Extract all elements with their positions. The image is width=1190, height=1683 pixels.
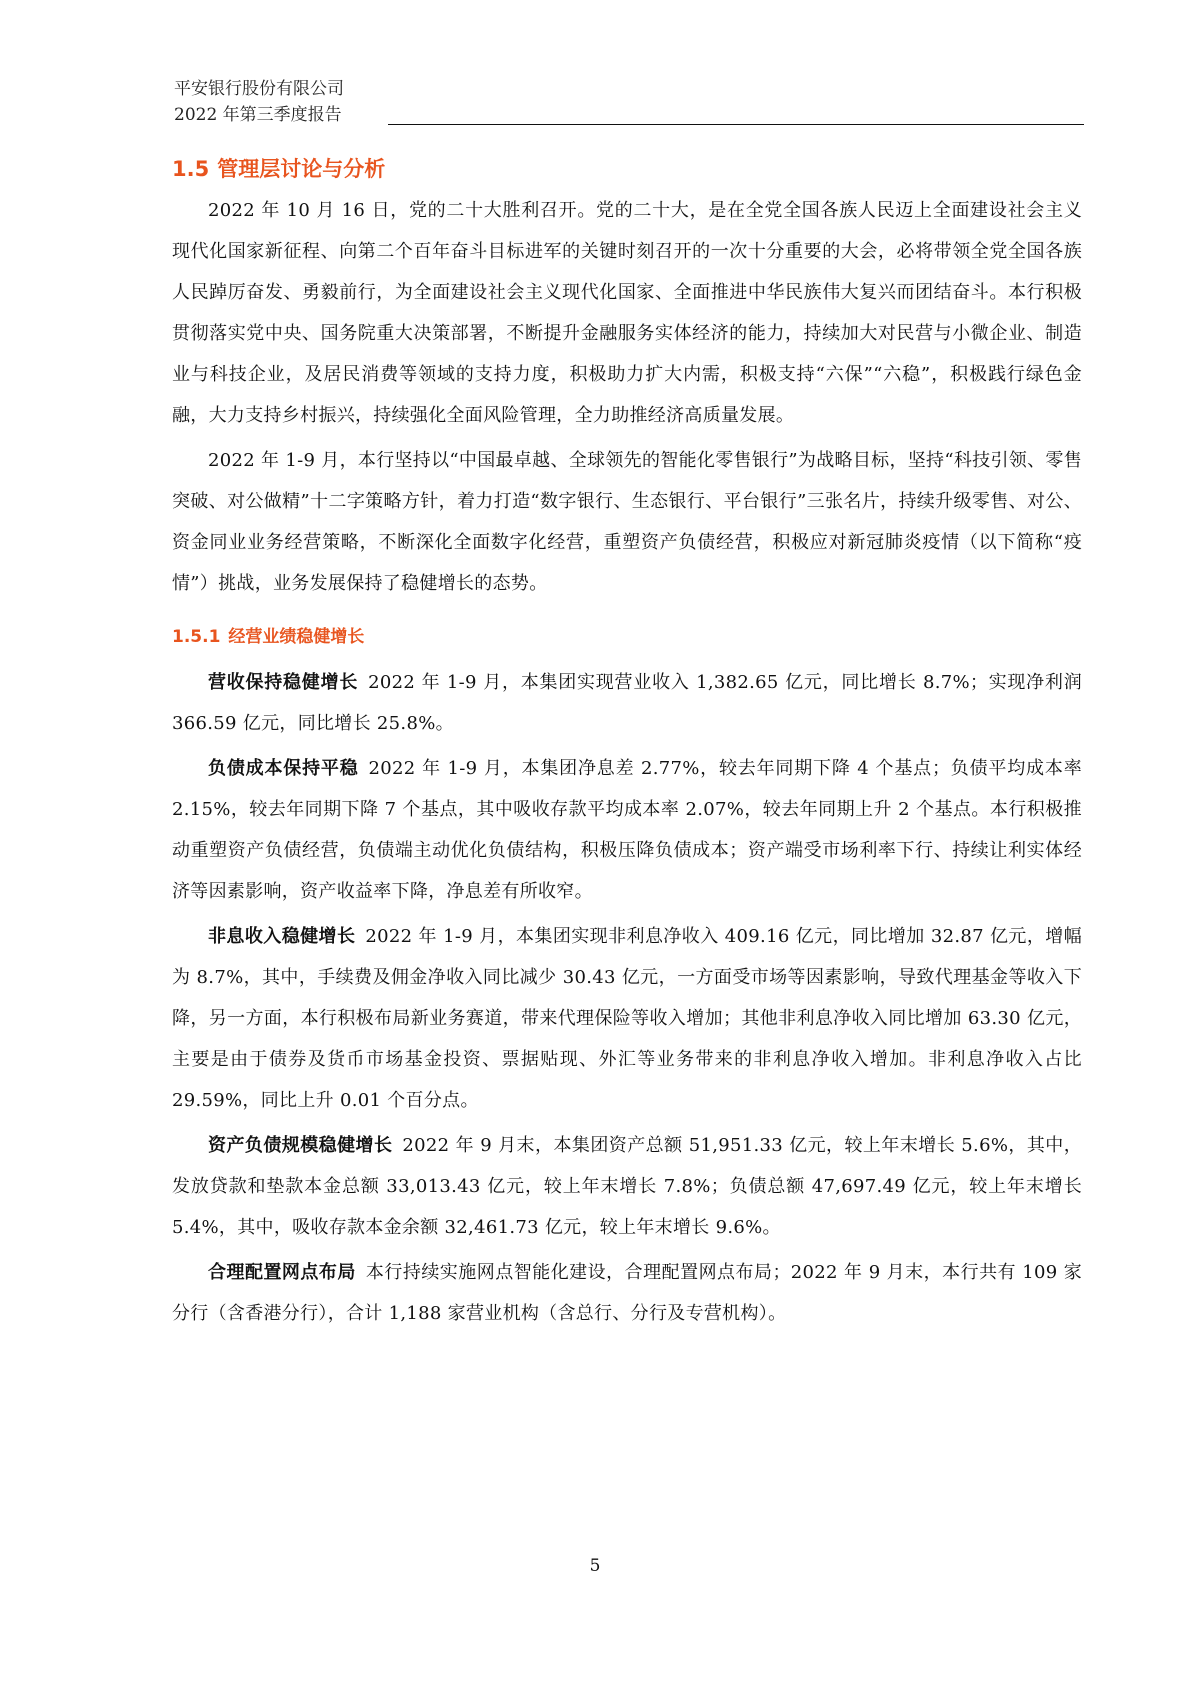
item-liability-cost (172, 748, 1082, 912)
item-branch-network (172, 1252, 1082, 1334)
section-paragraph-1: 2022 年 10 月 16 日，党的二十大胜利召开。党的二十大，是在全党全国各族人民迈上全面建设社会主义现代化国家新征程、向第二个百年奋斗目标进军的关键时刻召开的一次十分重要的大会，必将带领全党全国各族人民踔厉奋发、勇毅前行，为全面建设社会主义现代化国家、全面推进中华民族伟大复兴而团结奋斗。本行积极贯彻落实党中央、国务院重大决策部署，不断提升金融服务实体经济的能力，持续加大对民营与小微企业、制造业与科技企业，及居民消费等领域的支持力度，积极助力扩大内需，积极支持“六保”“六稳”，积极践行绿色金融，大力支持乡村振兴，持续强化全面风险管理，全力助推经济高质量发展。 (172, 200, 1082, 426)
item-lead: 负债成本保持平稳 (208, 758, 359, 779)
item-lead: 营收保持稳健增长 (208, 672, 359, 693)
section-heading (172, 152, 1082, 186)
section-number: 1.5 (172, 157, 210, 181)
section-paragraph-2: 2022 年 1-9 月，本行坚持以“中国最卓越、全球领先的智能化零售银行”为战略目标，坚持“科技引领、零售突破、对公做精”十二字策略方针，着力打造“数字银行、生态银行、平台银行”三张名片，持续升级零售、对公、资金同业业务经营策略，不断深化全面数字化经营，重塑资产负债经营，积极应对新冠肺炎疫情（以下简称“疫情”）挑战，业务发展保持了稳健增长的态势。 (172, 450, 1082, 594)
subsection-title: 经营业绩稳健增长 (228, 627, 365, 647)
item-non-interest-income (172, 916, 1082, 1121)
subsection-heading (172, 622, 1082, 652)
header-company: 平安银行股份有限公司 (174, 79, 344, 99)
item-revenue (172, 662, 1082, 744)
item-lead: 合理配置网点布局 (208, 1262, 356, 1283)
item-text: 本行持续实施网点智能化建设，合理配置网点布局；2022 年 9 月末，本行共有 109 家分行（含香港分行），合计 1,188 家营业机构（含总行、分行及专营机构）。 (172, 1262, 1082, 1324)
item-text: 2022 年 1-9 月，本集团实现营业收入 1,382.65 亿元，同比增长 8.7%；实现净利润 366.59 亿元，同比增长 25.8%。 (172, 672, 1082, 734)
item-balance-sheet (172, 1125, 1082, 1248)
item-lead: 资产负债规模稳健增长 (208, 1135, 393, 1156)
item-text: 2022 年 9 月末，本集团资产总额 51,951.33 亿元，较上年末增长 5.6%，其中，发放贷款和垫款本金总额 33,013.43 亿元，较上年末增长 7.8%；负债总额 47,697.49 亿元，较上年末增长 5.4%，其中，吸收存款本金余额 32,461.73 亿元，较上年末增长 9.6%。 (172, 1135, 1083, 1238)
page-header (174, 76, 344, 128)
subsection-number: 1.5.1 (172, 627, 221, 647)
item-text: 2022 年 1-9 月，本集团实现非利息净收入 409.16 亿元，同比增加 32.87 亿元，增幅为 8.7%，其中，手续费及佣金净收入同比减少 30.43 亿元，一方面受市场等因素影响，导致代理基金等收入下降，另一方面，本行积极布局新业务赛道，带来代理保险等收入增加；其他非利息净收入同比增加 63.30 亿元，主要是由于债券及货币市场基金投资、票据贴现、外汇等业务带来的非利息净收入增加。非利息净收入占比 29.59%，同比上升 0.01 个百分点。 (172, 926, 1082, 1111)
header-report-title: 2022 年第三季度报告 (174, 105, 342, 125)
item-text: 2022 年 1-9 月，本集团净息差 2.77%，较去年同期下降 4 个基点；负债平均成本率 2.15%，较去年同期下降 7 个基点，其中吸收存款平均成本率 2.07%，较去年同期上升 2 个基点。本行积极推动重塑资产负债经营，负债端主动优化负债结构，积极压降负债成本；资产端受市场利率下行、持续让利实体经济等因素影响，资产收益率下降，净息差有所收窄。 (172, 758, 1082, 902)
main-content (172, 152, 1082, 1338)
page-number: 5 (589, 1556, 601, 1576)
item-lead: 非息收入稳健增长 (208, 926, 356, 947)
section-title: 管理层讨论与分析 (217, 157, 386, 181)
header-divider (388, 124, 1084, 125)
